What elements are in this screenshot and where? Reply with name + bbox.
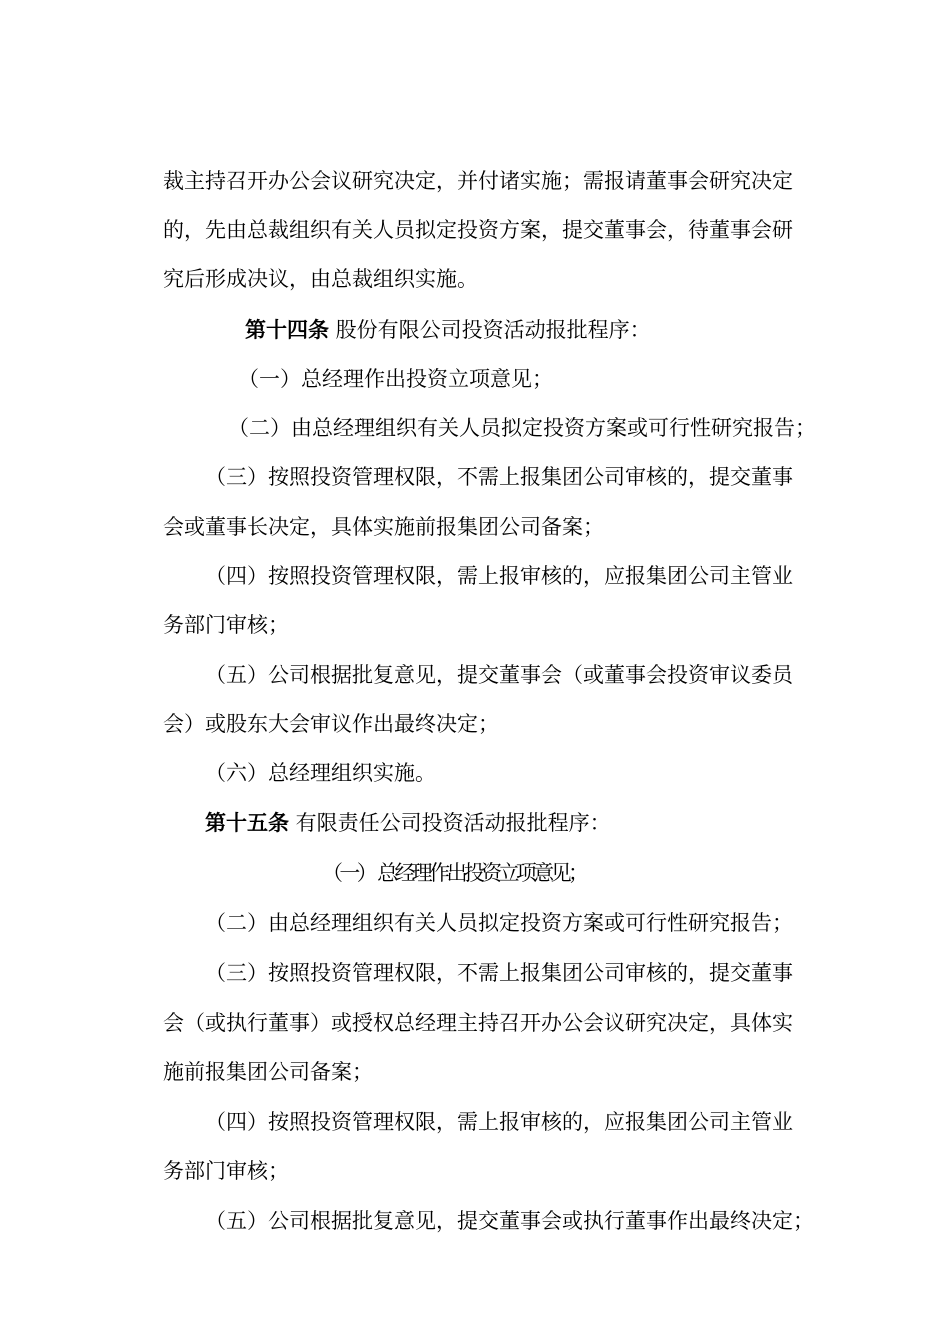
article-14-heading: 第十四条 股份有限公司投资活动报批程序： [245,317,651,342]
paragraph-line: 会）或股东大会审议作出最终决定； [163,712,499,736]
paragraph-line: 会或董事长决定，具体实施前报集团公司备案； [163,515,604,539]
list-item: （二）由总经理组织有关人员拟定投资方案或可行性研究报告； [228,416,816,440]
list-item: （一）总经理作出投资立项意见； [238,367,553,391]
list-item: （一） 总经理作出投资立项意见； [322,861,586,885]
paragraph-line: 究后形成决议，由总裁组织实施。 [163,267,478,291]
list-item: （五）公司根据批复意见，提交董事会或执行董事作出最终决定； [205,1209,814,1233]
list-item: （六）总经理组织实施。 [205,761,436,785]
paragraph-line: 务部门审核； [163,1159,289,1183]
paragraph-line: 的，先由总裁组织有关人员拟定投资方案，提交董事会，待董事会研 [163,218,793,242]
list-item: （四）按照投资管理权限，需上报审核的，应报集团公司主管业 [205,564,793,588]
paragraph-line: 裁主持召开办公会议研究决定，并付诸实施；需报请董事会研究决定 [163,169,793,193]
list-item: （五）公司根据批复意见，提交董事会（或董事会投资审议委员 [205,663,793,687]
list-item: （二）由总经理组织有关人员拟定投资方案或可行性研究报告； [205,911,793,935]
article-number: 第十四条 [245,317,329,342]
list-item: （三）按照投资管理权限，不需上报集团公司审核的，提交董事 [205,961,793,985]
list-item: （四）按照投资管理权限，需上报审核的，应报集团公司主管业 [205,1110,793,1134]
list-item: （三）按照投资管理权限，不需上报集团公司审核的，提交董事 [205,465,793,489]
article-number: 第十五条 [205,810,289,835]
paragraph-line: 施前报集团公司备案； [163,1060,373,1084]
paragraph-line: 会（或执行董事）或授权总经理主持召开办公会议研究决定，具体实 [163,1011,793,1035]
paragraph-line: 务部门审核； [163,613,289,637]
article-15-heading: 第十五条 有限责任公司投资活动报批程序： [205,810,611,835]
